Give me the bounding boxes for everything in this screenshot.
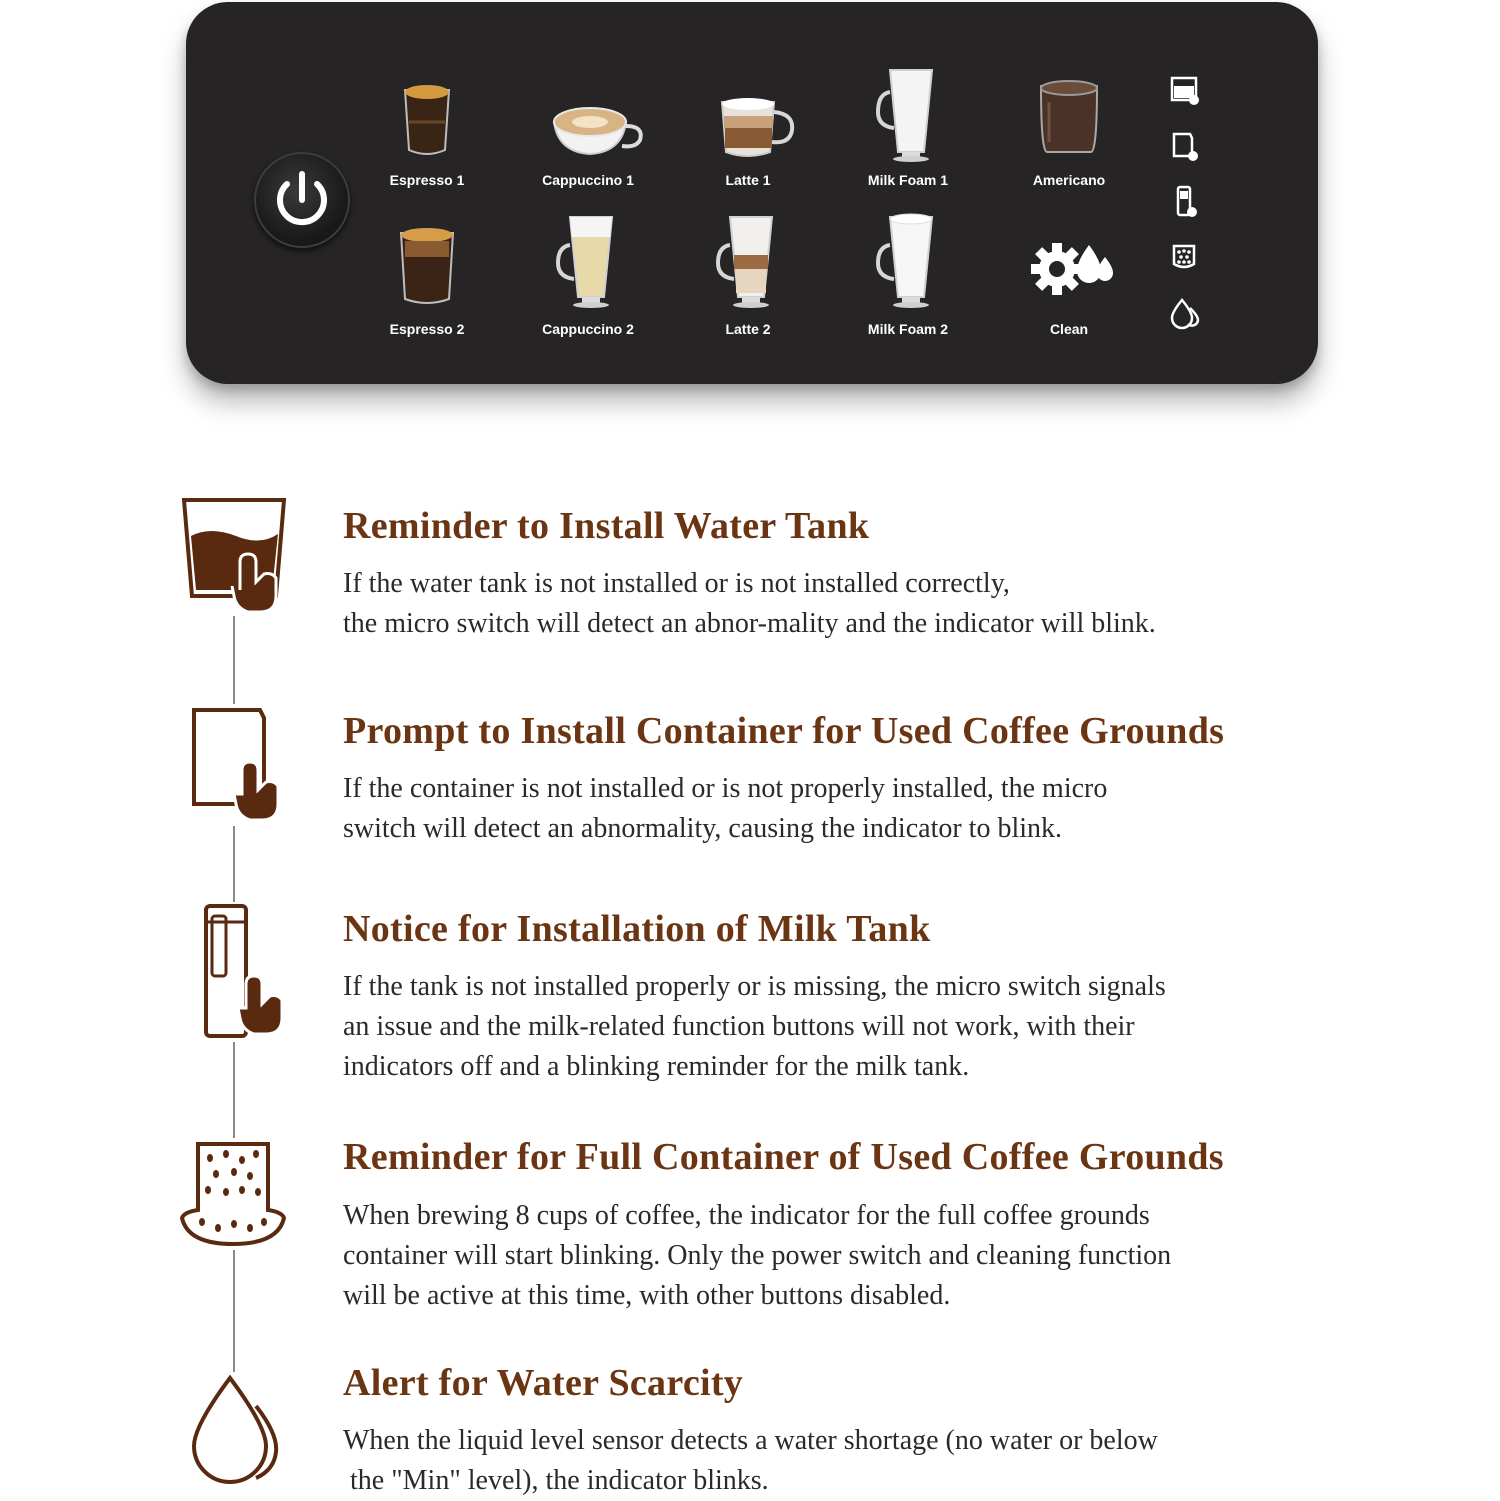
feature-title: Reminder to Install Water Tank — [343, 505, 870, 547]
double-espresso-glass-icon — [387, 161, 467, 311]
tall-milk-glass-icon — [868, 161, 958, 311]
drink-button-clean[interactable] — [1004, 161, 1134, 337]
drink-button-espresso-1[interactable] — [362, 12, 492, 188]
feature-title: Notice for Installation of Milk Tank — [343, 908, 931, 950]
drink-label: Cappuccino 2 — [542, 321, 634, 337]
clean-gear-drops-icon — [1029, 161, 1119, 311]
water-tank-hand-icon — [180, 496, 288, 616]
feature-description: If the water tank is not installed or is not installed correctly, the micro switch will detect an abnor-mality and the indicator will blink. — [343, 568, 1156, 639]
drink-label: Milk Foam 1 — [867, 172, 949, 188]
drink-label: Espresso 1 — [389, 172, 465, 188]
feature-title: Alert for Water Scarcity — [343, 1362, 744, 1404]
espresso-glass-icon — [387, 12, 467, 162]
drink-label: Latte 1 — [725, 172, 771, 188]
feature-description: When brewing 8 cups of coffee, the indicator for the full coffee grounds container will start blinking. Only the power switch and cleaning function will be active at this time, with other buttons disabled. — [343, 1200, 1172, 1311]
latte-cup-icon — [708, 12, 798, 162]
drink-button-americano[interactable] — [1004, 12, 1134, 188]
americano-glass-icon — [1029, 12, 1119, 162]
power-button[interactable] — [254, 152, 350, 248]
full-grounds-container-icon — [178, 1138, 288, 1250]
latte-macchiato-glass-icon — [708, 161, 798, 311]
milk-tank-hand-icon — [196, 902, 290, 1042]
feature-description: When the liquid level sensor detects a water shortage (no water or below the "Min" level), the indicator blinks. — [343, 1425, 1158, 1496]
drink-button-latte-1[interactable] — [683, 12, 813, 188]
drink-label: Americano — [1032, 172, 1106, 188]
grounds-container-indicator-icon — [1168, 130, 1202, 164]
tall-cappuccino-glass-icon — [548, 161, 638, 311]
drink-button-latte-2[interactable] — [683, 161, 813, 337]
drink-button-milk-foam-2[interactable] — [843, 161, 973, 337]
grounds-full-indicator-icon — [1168, 240, 1202, 274]
drink-label: Latte 2 — [725, 321, 771, 337]
water-tank-indicator-icon — [1168, 74, 1202, 108]
water-scarcity-indicator-icon — [1168, 296, 1202, 330]
drink-button-espresso-2[interactable] — [362, 161, 492, 337]
power-icon — [254, 152, 350, 248]
drink-button-milk-foam-1[interactable] — [843, 12, 973, 188]
water-drops-icon — [190, 1372, 280, 1484]
drink-label: Milk Foam 2 — [867, 321, 949, 337]
drink-button-cappuccino-2[interactable] — [523, 161, 653, 337]
feature-description: If the container is not installed or is not properly installed, the micro switch will detect an abnormality, causing the indicator to blink. — [343, 773, 1108, 844]
feature-description: If the tank is not installed properly or is missing, the micro switch signals an issue and the milk-related function buttons will not work, with their indicators off and a blinking reminder for the milk tank. — [343, 971, 1166, 1082]
drink-label: Espresso 2 — [389, 321, 465, 337]
milk-glass-icon — [868, 12, 958, 162]
grounds-container-hand-icon — [186, 704, 290, 826]
drink-label: Cappuccino 1 — [542, 172, 634, 188]
milk-tank-indicator-icon — [1168, 185, 1202, 219]
drink-button-cappuccino-1[interactable] — [523, 12, 653, 188]
feature-title: Reminder for Full Container of Used Coffee Grounds — [343, 1136, 1224, 1178]
drink-label: Clean — [1049, 321, 1089, 337]
cappuccino-cup-icon — [548, 12, 648, 162]
feature-title: Prompt to Install Container for Used Coffee Grounds — [343, 710, 1225, 752]
